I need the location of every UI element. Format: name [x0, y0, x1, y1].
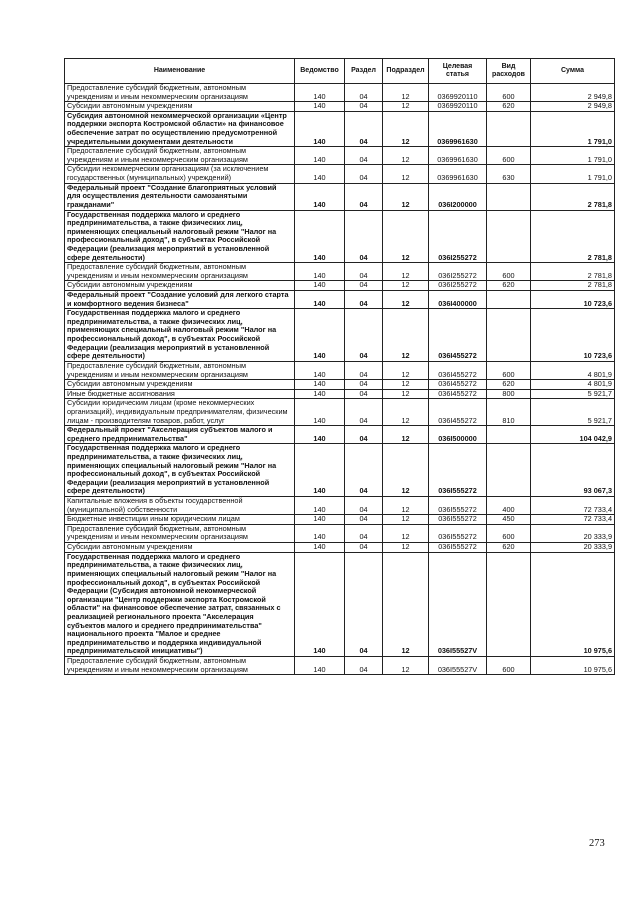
cell-name: Субсидии автономным учреждениям [65, 281, 295, 291]
table-row [65, 84, 615, 102]
cell-sum: 10 723,6 [531, 291, 615, 309]
cell-section: 04 [345, 444, 383, 497]
cell-subsection: 12 [383, 444, 429, 497]
cell-sum: 104 042,9 [531, 426, 615, 444]
cell-section: 04 [345, 515, 383, 525]
cell-dept: 140 [295, 389, 345, 399]
cell-sum: 4 801,9 [531, 380, 615, 390]
cell-dept: 140 [295, 183, 345, 210]
cell-target: 036I500000 [429, 426, 487, 444]
cell-target: 036I555272 [429, 524, 487, 542]
cell-subsection: 12 [383, 147, 429, 165]
table-row [65, 552, 615, 656]
table-row [65, 497, 615, 515]
cell-subsection: 12 [383, 524, 429, 542]
table-row [65, 291, 615, 309]
cell-name: Предоставление субсидий бюджетным, автономным учреждениям и иным некоммерческим организациям [65, 84, 295, 102]
cell-exptype: 620 [487, 281, 531, 291]
cell-exptype [487, 291, 531, 309]
header-section: Раздел [345, 59, 383, 84]
cell-target: 036I555272 [429, 497, 487, 515]
table-row [65, 361, 615, 379]
cell-subsection: 12 [383, 361, 429, 379]
cell-sum: 20 333,9 [531, 543, 615, 553]
cell-exptype [487, 444, 531, 497]
table-row [65, 263, 615, 281]
header-sum: Сумма [531, 59, 615, 84]
cell-dept: 140 [295, 361, 345, 379]
cell-section: 04 [345, 524, 383, 542]
table-header-row [65, 59, 615, 84]
cell-subsection: 12 [383, 165, 429, 183]
cell-section: 04 [345, 426, 383, 444]
cell-section: 04 [345, 552, 383, 656]
table-row [65, 111, 615, 146]
cell-exptype: 600 [487, 657, 531, 675]
cell-subsection: 12 [383, 111, 429, 146]
table-row [65, 524, 615, 542]
cell-section: 04 [345, 380, 383, 390]
cell-section: 04 [345, 281, 383, 291]
cell-name: Государственная поддержка малого и среднего предпринимательства, а также физических лиц, применяющих специальный налоговый режим "Налог на профессиональный доход", в субъектах Российской Федерации (реализация мероприятий в установленной сфере деятельности) [65, 309, 295, 362]
cell-subsection: 12 [383, 657, 429, 675]
cell-subsection: 12 [383, 426, 429, 444]
cell-target: 0369961630 [429, 147, 487, 165]
cell-name: Предоставление субсидий бюджетным, автономным учреждениям и иным некоммерческим организациям [65, 263, 295, 281]
cell-exptype: 450 [487, 515, 531, 525]
cell-exptype: 600 [487, 361, 531, 379]
cell-subsection: 12 [383, 380, 429, 390]
cell-target: 036I555272 [429, 515, 487, 525]
table-row [65, 309, 615, 362]
cell-sum: 20 333,9 [531, 524, 615, 542]
cell-dept: 140 [295, 426, 345, 444]
table-row [65, 389, 615, 399]
header-subsection: Подраздел [383, 59, 429, 84]
cell-sum: 1 791,0 [531, 147, 615, 165]
cell-dept: 140 [295, 147, 345, 165]
cell-exptype [487, 552, 531, 656]
cell-target: 036I455272 [429, 309, 487, 362]
cell-exptype: 600 [487, 147, 531, 165]
cell-sum: 2 781,8 [531, 263, 615, 281]
cell-exptype: 620 [487, 543, 531, 553]
cell-name: Государственная поддержка малого и среднего предпринимательства, а также физических лиц, применяющих специальный налоговый режим "Налог на профессиональный доход", в субъектах Российской Федерации (реализация мероприятий в установленной сфере деятельности) [65, 444, 295, 497]
cell-exptype [487, 210, 531, 263]
cell-section: 04 [345, 497, 383, 515]
table-row [65, 426, 615, 444]
cell-target: 036I455272 [429, 389, 487, 399]
cell-target: 036I400000 [429, 291, 487, 309]
cell-sum: 72 733,4 [531, 497, 615, 515]
cell-dept: 140 [295, 281, 345, 291]
cell-dept: 140 [295, 399, 345, 426]
cell-dept: 140 [295, 380, 345, 390]
cell-section: 04 [345, 102, 383, 112]
cell-section: 04 [345, 210, 383, 263]
header-exptype: Вид расходов [487, 59, 531, 84]
cell-subsection: 12 [383, 84, 429, 102]
cell-sum: 10 723,6 [531, 309, 615, 362]
cell-sum: 2 781,8 [531, 281, 615, 291]
cell-subsection: 12 [383, 102, 429, 112]
cell-target: 036I55527V [429, 657, 487, 675]
cell-sum: 1 791,0 [531, 165, 615, 183]
cell-exptype: 800 [487, 389, 531, 399]
cell-name: Субсидия автономной некоммерческой организации «Центр поддержки экспорта Костромской области» на финансовое обеспечение затрат по осуществлению предусмотренной учредительными документами деятельности [65, 111, 295, 146]
cell-name: Субсидии некоммерческим организациям (за исключением государственных (муниципальных) учреждений) [65, 165, 295, 183]
budget-table [64, 58, 615, 675]
cell-exptype: 810 [487, 399, 531, 426]
cell-name: Предоставление субсидий бюджетным, автономным учреждениям и иным некоммерческим организациям [65, 147, 295, 165]
cell-dept: 140 [295, 309, 345, 362]
cell-subsection: 12 [383, 552, 429, 656]
cell-dept: 140 [295, 497, 345, 515]
cell-target: 0369961630 [429, 111, 487, 146]
cell-target: 036I255272 [429, 210, 487, 263]
cell-section: 04 [345, 84, 383, 102]
cell-dept: 140 [295, 552, 345, 656]
cell-name: Субсидии юридическим лицам (кроме некоммерческих организаций), индивидуальным предпринимателям, физическим лицам - производителям товаров, работ, услуг [65, 399, 295, 426]
cell-name: Федеральный проект "Создание благоприятных условий для осуществления деятельности самозанятыми гражданами" [65, 183, 295, 210]
cell-target: 036I455272 [429, 380, 487, 390]
cell-subsection: 12 [383, 399, 429, 426]
table-row [65, 147, 615, 165]
cell-sum: 2 781,8 [531, 210, 615, 263]
cell-target: 036I200000 [429, 183, 487, 210]
cell-exptype [487, 309, 531, 362]
page-number: 273 [589, 838, 605, 849]
cell-sum: 1 791,0 [531, 111, 615, 146]
cell-name: Бюджетные инвестиции иным юридическим лицам [65, 515, 295, 525]
cell-subsection: 12 [383, 183, 429, 210]
table-body [65, 84, 615, 675]
cell-subsection: 12 [383, 389, 429, 399]
cell-name: Иные бюджетные ассигнования [65, 389, 295, 399]
cell-section: 04 [345, 657, 383, 675]
cell-name: Субсидии автономным учреждениям [65, 543, 295, 553]
budget-table-page [64, 58, 614, 675]
cell-name: Предоставление субсидий бюджетным, автономным учреждениям и иным некоммерческим организациям [65, 524, 295, 542]
cell-name: Субсидии автономным учреждениям [65, 102, 295, 112]
cell-target: 036I255272 [429, 281, 487, 291]
cell-target: 036I55527V [429, 552, 487, 656]
cell-sum: 2 949,8 [531, 102, 615, 112]
cell-exptype: 600 [487, 84, 531, 102]
cell-section: 04 [345, 361, 383, 379]
cell-section: 04 [345, 389, 383, 399]
cell-exptype: 620 [487, 380, 531, 390]
cell-dept: 140 [295, 444, 345, 497]
cell-target: 036I455272 [429, 399, 487, 426]
cell-exptype [487, 426, 531, 444]
cell-name: Предоставление субсидий бюджетным, автономным учреждениям и иным некоммерческим организациям [65, 361, 295, 379]
table-row [65, 444, 615, 497]
table-row [65, 515, 615, 525]
cell-dept: 140 [295, 657, 345, 675]
cell-target: 036I255272 [429, 263, 487, 281]
cell-dept: 140 [295, 263, 345, 281]
cell-name: Капитальные вложения в объекты государственной (муниципальной) собственности [65, 497, 295, 515]
cell-dept: 140 [295, 515, 345, 525]
cell-dept: 140 [295, 543, 345, 553]
table-row [65, 657, 615, 675]
cell-subsection: 12 [383, 515, 429, 525]
cell-sum: 5 921,7 [531, 389, 615, 399]
cell-sum: 10 975,6 [531, 657, 615, 675]
cell-subsection: 12 [383, 543, 429, 553]
table-row [65, 281, 615, 291]
cell-exptype: 400 [487, 497, 531, 515]
cell-target: 0369961630 [429, 165, 487, 183]
cell-sum: 4 801,9 [531, 361, 615, 379]
cell-section: 04 [345, 291, 383, 309]
cell-subsection: 12 [383, 263, 429, 281]
cell-dept: 140 [295, 111, 345, 146]
cell-sum: 10 975,6 [531, 552, 615, 656]
cell-section: 04 [345, 543, 383, 553]
table-row [65, 543, 615, 553]
cell-section: 04 [345, 111, 383, 146]
cell-dept: 140 [295, 165, 345, 183]
cell-sum: 2 949,8 [531, 84, 615, 102]
table-row [65, 380, 615, 390]
table-row [65, 102, 615, 112]
header-target: Целевая статья [429, 59, 487, 84]
table-row [65, 165, 615, 183]
cell-dept: 140 [295, 102, 345, 112]
cell-name: Государственная поддержка малого и среднего предпринимательства, а также физических лиц, применяющих специальный налоговый режим "Налог на профессиональный доход", в субъектах Российской Федерации (реализация мероприятий в установленной сфере деятельности) [65, 210, 295, 263]
cell-subsection: 12 [383, 497, 429, 515]
cell-dept: 140 [295, 210, 345, 263]
cell-exptype: 630 [487, 165, 531, 183]
cell-target: 036I555272 [429, 543, 487, 553]
cell-dept: 140 [295, 84, 345, 102]
cell-subsection: 12 [383, 291, 429, 309]
cell-sum: 2 781,8 [531, 183, 615, 210]
cell-name: Субсидии автономным учреждениям [65, 380, 295, 390]
header-name: Наименование [65, 59, 295, 84]
cell-section: 04 [345, 147, 383, 165]
cell-section: 04 [345, 309, 383, 362]
cell-sum: 5 921,7 [531, 399, 615, 426]
cell-subsection: 12 [383, 210, 429, 263]
cell-target: 0369920110 [429, 102, 487, 112]
cell-section: 04 [345, 263, 383, 281]
cell-sum: 93 067,3 [531, 444, 615, 497]
cell-exptype: 600 [487, 263, 531, 281]
cell-dept: 140 [295, 291, 345, 309]
cell-section: 04 [345, 165, 383, 183]
cell-target: 036I555272 [429, 444, 487, 497]
cell-target: 0369920110 [429, 84, 487, 102]
cell-subsection: 12 [383, 309, 429, 362]
cell-name: Государственная поддержка малого и среднего предпринимательства, а также физических лиц, применяющих специальный налоговый режим "Налог на профессиональный доход", в субъектах Российской Федерации (Субсидия автономной некоммерческой организации "Центр поддержки экспорта Костромской области" на финансовое обеспечение затрат, связанных с реализацией регионального проекта "Акселерация субъектов малого и среднего предпринимательства" национального проекта "Малое и среднее предпринимательство и поддержка индивидуальной предпринимательской инициативы") [65, 552, 295, 656]
cell-sum: 72 733,4 [531, 515, 615, 525]
table-row [65, 183, 615, 210]
cell-exptype [487, 111, 531, 146]
cell-name: Предоставление субсидий бюджетным, автономным учреждениям и иным некоммерческим организациям [65, 657, 295, 675]
cell-subsection: 12 [383, 281, 429, 291]
cell-exptype [487, 183, 531, 210]
cell-name: Федеральный проект "Акселерация субъектов малого и среднего предпринимательства" [65, 426, 295, 444]
cell-target: 036I455272 [429, 361, 487, 379]
table-row [65, 399, 615, 426]
cell-name: Федеральный проект "Создание условий для легкого старта и комфортного ведения бизнеса" [65, 291, 295, 309]
header-dept: Ведомство [295, 59, 345, 84]
cell-section: 04 [345, 399, 383, 426]
table-row [65, 210, 615, 263]
cell-section: 04 [345, 183, 383, 210]
cell-exptype: 620 [487, 102, 531, 112]
cell-dept: 140 [295, 524, 345, 542]
cell-exptype: 600 [487, 524, 531, 542]
